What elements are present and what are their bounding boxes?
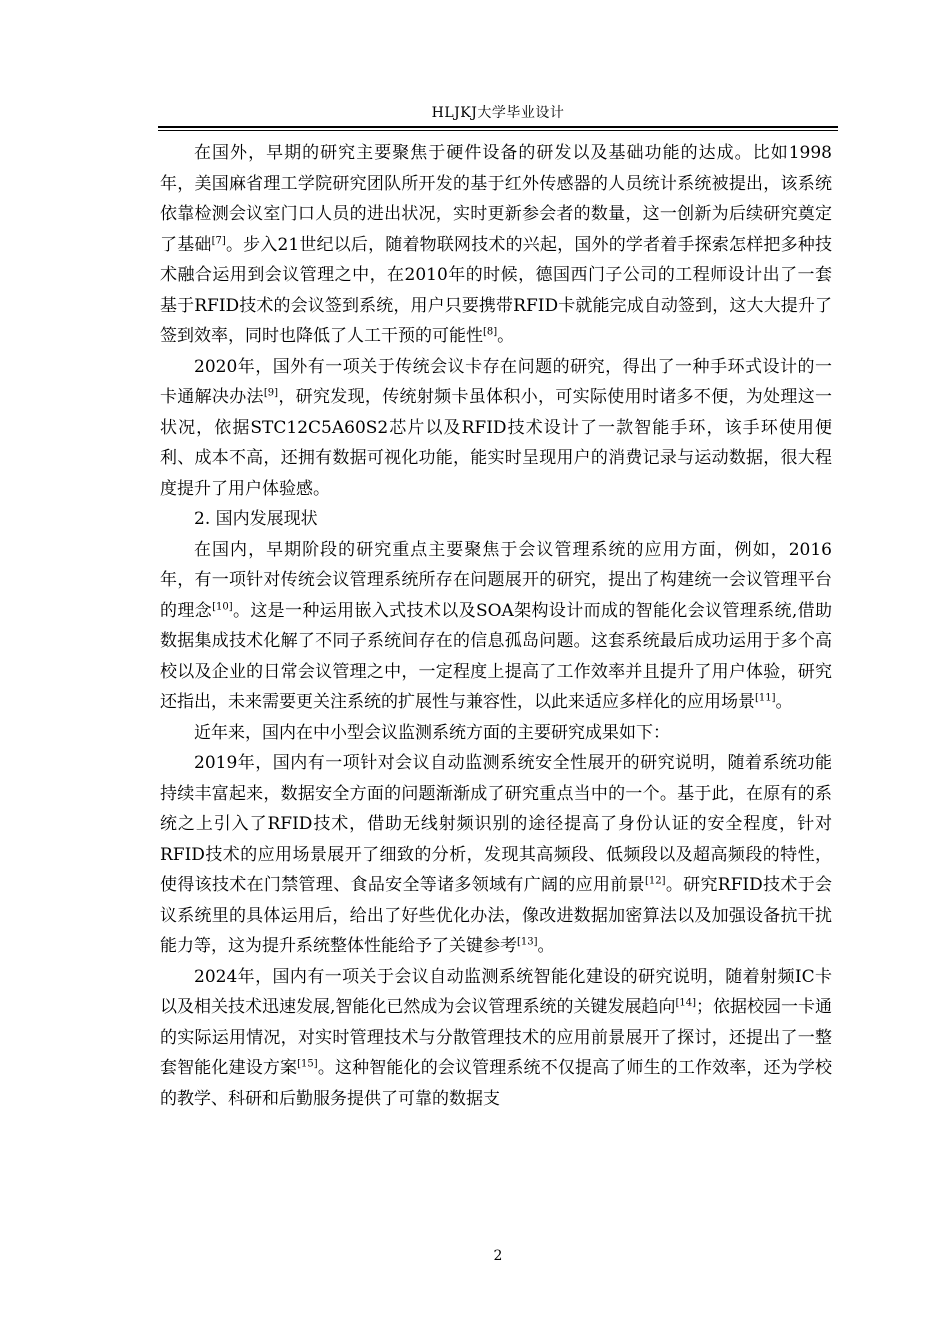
citation-reference: [12] [644,875,666,887]
citation-reference: [14] [675,997,696,1009]
paragraph-text: 。这是一种运用嵌入式技术以及SOA架构设计而成的智能化会议管理系统,借助数据集成技术化解了不同子系统间存在的信息孤岛问题。这套系统最后成功运用于多个高校以及企业的日常会议管理之中，一定程度上提高了工作效率并且提升了用户体验，研究还指出，未来需要更关注系统的扩展性与兼容性，以此来适应多样化的应用场景 [160,600,833,712]
citation-reference: [13] [517,936,538,948]
paragraph-text: 。步入21世纪以后，随着物联网技术的兴起，国外的学者着手探索怎样把多种技术融合运用到会议管理之中，在2010年的时候，德国西门子公司的工程师设计出了一套基于RFID技术的会议签到系统，用户只要携带RFID卡就能完成自动签到，这大大提升了签到效率，同时也降低了人工干预的可能性 [160,234,833,346]
paragraph-text: 。 [537,936,555,956]
body-paragraph [160,748,832,962]
body-paragraph [160,352,832,505]
paragraph-text: 2024年，国内有一项关于会议自动监测系统智能化建设的研究说明，随着射频IC卡以及相关技术迅速发展,智能化已然成为会议管理系统的关键发展趋向 [160,966,832,1017]
header-rule-thick [158,126,838,128]
paragraph-text: 在国外，早期的研究主要聚焦于硬件设备的研发以及基础功能的达成。比如1998年，美国麻省理工学院研究团队所开发的基于红外传感器的人员统计系统被提出，该系统依靠检测会议室门口人员的进出状况，实时更新参会者的数量，这一创新为后续研究奠定了基础 [160,143,832,255]
paragraph-text: ；依据校园一卡通的实际运用情况，对实时管理技术与分散管理技术的应用前景展开了探讨，还提出了一整套智能化建设方案 [160,997,832,1078]
header-rule-thin [158,130,838,131]
body-text [160,138,832,1114]
body-paragraph [160,718,832,749]
body-paragraph [160,962,832,1115]
paragraph-text: ，研究发现，传统射频卡虽体积小，可实际使用时诸多不便，为处理这一状况，依据STC12C5A60S2芯片以及RFID技术设计了一款智能手环，该手环使用便利、成本不高，还拥有数据可视化功能，能实时呈现用户的消费记录与运动数据，很大程度提升了用户体验感。 [160,387,833,499]
citation-reference: [10] [212,600,233,612]
citation-reference: [7] [211,234,226,246]
body-paragraph [160,535,832,718]
page-number: 2 [493,1248,503,1264]
section-heading [160,504,832,535]
paragraph-text: 2020年，国外有一项关于传统会议卡存在问题的研究，得出了一种手环式设计的一卡通解决办法 [160,356,832,407]
paragraph-text: 2. 国内发展现状 [194,509,318,529]
paragraph-text: 近年来，国内在中小型会议监测系统方面的主要研究成果如下： [194,722,670,743]
citation-reference: [9] [263,387,279,399]
citation-reference: [11] [755,692,776,704]
paragraph-text: 在国内，早期阶段的研究重点主要聚焦于会议管理系统的应用方面，例如，2016年，有一项针对传统会议管理系统所存在问题展开的研究，提出了构建统一会议管理平台的理念 [160,539,832,621]
paragraph-text: 。研究RFID技术于会议系统里的具体运用后，给出了好些优化办法，像改进数据加密算法以及加强设备抗干扰能力等，这为提升系统整体性能给予了关键参考 [160,875,832,956]
paragraph-text: 。 [775,692,793,712]
paragraph-text: 2019年，国内有一项针对会议自动监测系统安全性展开的研究说明，随着系统功能持续丰富起来，数据安全方面的问题渐渐成了研究重点当中的一个。基于此，在原有的系统之上引入了RFID技术，借助无线射频识别的途径提高了身份认证的安全程度，针对RFID技术的应用场景展开了细致的分析，发现其高频段、低频段以及超高频段的特性，使得该技术在门禁管理、食品安全等诸多领域有广阔的应用前景 [160,753,832,895]
body-paragraph [160,138,832,352]
citation-reference: [15] [297,1058,318,1070]
paragraph-text: 。 [497,326,515,346]
paragraph-text: 。这种智能化的会议管理系统不仅提高了师生的工作效率，还为学校的教学、科研和后勤服务提供了可靠的数据支 [160,1058,833,1109]
citation-reference: [8] [483,326,498,338]
page-header-title: HLJKJ大学毕业设计 [431,105,565,121]
